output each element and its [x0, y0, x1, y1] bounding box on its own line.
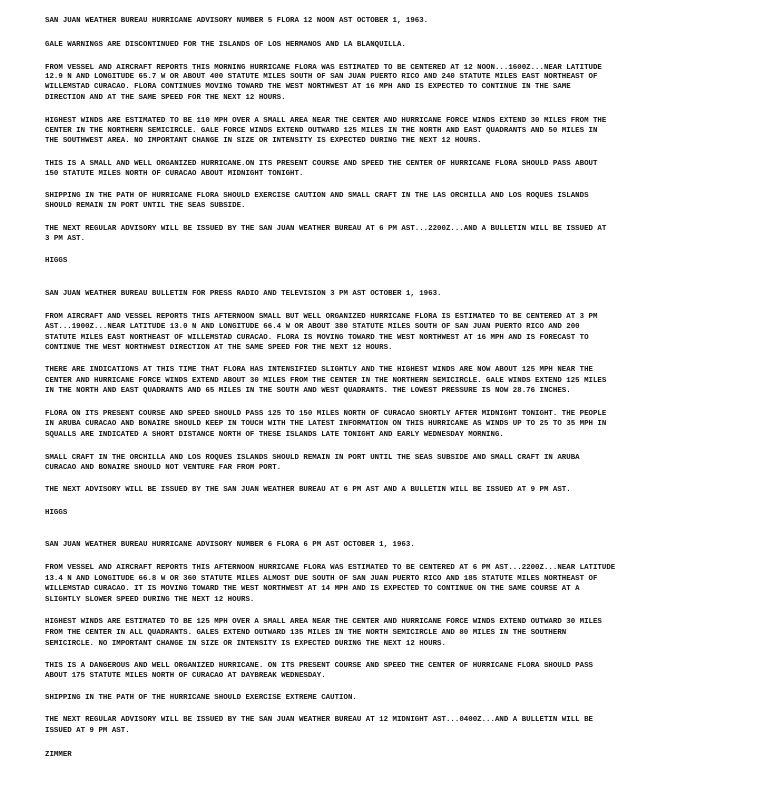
advisory-5-shipping-line: SHIPPING IN THE PATH OF HURRICANE FLORA SHOULD EXERCISE CAUTION AND SMALL CRAFT IN THE LAS ORCHILLA AND LOS ROQUES ISLANDS — [45, 192, 589, 200]
advisory-6-position-line: 13.4 N AND LONGITUDE 66.8 W OR 360 STATUTE MILES ALMOST DUE SOUTH OF SAN JUAN PUERTO RICO AND 185 STATUTE MILES NORTHEAST OF — [45, 575, 598, 583]
advisory-5-course-line: 150 STATUTE MILES NORTH OF CURACAO ABOUT MIDNIGHT TONIGHT. — [45, 170, 304, 178]
advisory-5-course-line: THIS IS A SMALL AND WELL ORGANIZED HURRICANE.ON ITS PRESENT COURSE AND SPEED THE CENTER OF HURRICANE FLORA SHOULD PASS ABOUT — [45, 160, 598, 168]
bulletin-small-craft-line: CURACAO AND BONAIRE SHOULD NOT VENTURE FAR FROM PORT. — [45, 464, 282, 472]
advisory-5-signature: HIGGS — [45, 257, 68, 265]
bulletin-course-line: IN ARUBA CURACAO AND BONAIRE SHOULD KEEP IN TOUCH WITH THE LATEST INFORMATION ON THIS HURRICANE AS WINDS UP TO 25 TO 35 MPH IN — [45, 420, 607, 428]
advisory-5-winds-line: CENTER IN THE NORTHERN SEMICIRCLE. GALE FORCE WINDS EXTEND OUTWARD 125 MILES IN THE NORTH AND EAST QUADRANTS AND 50 MILES IN — [45, 127, 598, 135]
advisory-6-position-line: FROM VESSEL AND AIRCRAFT REPORTS THIS AFTERNOON HURRICANE FLORA WAS ESTIMATED TO BE CENTERED AT 6 PM AST...2200Z...NEAR LATITUDE — [45, 564, 616, 572]
advisory-6-winds-line: FROM THE CENTER IN ALL QUADRANTS. GALES EXTEND OUTWARD 135 MILES IN THE NORTH SEMICIRCLE AND 80 MILES IN THE SOUTHERN — [45, 629, 567, 637]
advisory-5-shipping-line: SHOULD REMAIN IN PORT UNTIL THE SEAS SUBSIDE. — [45, 202, 246, 210]
bulletin-header: SAN JUAN WEATHER BUREAU BULLETIN FOR PRESS RADIO AND TELEVISION 3 PM AST OCTOBER 1, 1963. — [45, 290, 442, 298]
advisory-6-position-line: WILLEMSTAD CURACAO. IT IS MOVING TOWARD THE WEST NORTHWEST AT 14 MPH AND IS EXPECTED TO CONTINUE ON THE SAME COURSE AT A — [45, 585, 580, 593]
bulletin-course-line: FLORA ON ITS PRESENT COURSE AND SPEED SHOULD PASS 125 TO 150 MILES NORTH OF CURACAO SHORTLY AFTER MIDNIGHT TONIGHT. THE PEOPLE — [45, 410, 607, 418]
bulletin-position-line: AST...1900Z...NEAR LATITUDE 13.0 N AND LONGITUDE 66.4 W OR ABOUT 380 STATUTE MILES SOUTH OF SAN JUAN PUERTO RICO AND 200 — [45, 323, 580, 331]
advisory-6-winds-line: HIGHEST WINDS ARE ESTIMATED TO BE 125 MPH OVER A SMALL AREA NEAR THE CENTER AND HURRICANE FORCE WINDS EXTEND OUTWARD 30 MILES — [45, 618, 602, 626]
bulletin-position-line: FROM AIRCRAFT AND VESSEL REPORTS THIS AFTERNOON SMALL BUT WELL ORGANIZED HURRICANE FLORA IS ESTIMATED TO BE CENTERED AT 3 PM — [45, 313, 598, 321]
advisory-5-position-line: DIRECTION AND AT THE SAME SPEED FOR THE NEXT 12 HOURS. — [45, 94, 286, 102]
advisory-5-winds-line: HIGHEST WINDS ARE ESTIMATED TO BE 110 MPH OVER A SMALL AREA NEAR THE CENTER AND HURRICANE FORCE WINDS EXTEND 30 MILES FROM THE — [45, 117, 607, 125]
advisory-6-course-line: ABOUT 175 STATUTE MILES NORTH OF CURACAO AT DAYBREAK WEDNESDAY. — [45, 672, 326, 680]
advisory-5-gale-warnings: GALE WARNINGS ARE DISCONTINUED FOR THE ISLANDS OF LOS HERMANOS AND LA BLANQUILLA. — [45, 41, 406, 49]
advisory-5-next-advisory-line: 3 PM AST. — [45, 235, 86, 243]
bulletin-winds-line: THERE ARE INDICATIONS AT THIS TIME THAT FLORA HAS INTENSIFIED SLIGHTLY AND THE HIGHEST WINDS ARE NOW ABOUT 125 MPH NEAR THE — [45, 366, 593, 374]
advisory-6-winds-line: SEMICIRCLE. NO IMPORTANT CHANGE IN SIZE OR INTENSITY IS EXPECTED DURING THE NEXT 12 HOURS. — [45, 640, 446, 648]
advisory-5-position-line: 12.9 N AND LONGITUDE 65.7 W OR ABOUT 400 STATUTE MILES SOUTH OF SAN JUAN PUERTO RICO AND 240 STATUTE MILES EAST NORTHEAST OF — [45, 73, 598, 81]
bulletin-signature: HIGGS — [45, 509, 68, 517]
bulletin-small-craft-line: SMALL CRAFT IN THE ORCHILLA AND LOS ROQUES ISLANDS SHOULD REMAIN IN PORT UNTIL THE SEAS SUBSIDE AND SMALL CRAFT IN ARUBA — [45, 454, 580, 462]
advisory-6-header: SAN JUAN WEATHER BUREAU HURRICANE ADVISORY NUMBER 6 FLORA 6 PM AST OCTOBER 1, 1963. — [45, 541, 415, 549]
advisory-5-header: SAN JUAN WEATHER BUREAU HURRICANE ADVISORY NUMBER 5 FLORA 12 NOON AST OCTOBER 1, 1963. — [45, 17, 429, 25]
advisory-6-next-advisory-line: ISSUED AT 9 PM AST. — [45, 727, 130, 735]
bulletin-position-line: CONTINUE THE WEST NORTHWEST DIRECTION AT THE SAME SPEED FOR THE NEXT 12 HOURS. — [45, 344, 393, 352]
advisory-6-course-line: THIS IS A DANGEROUS AND WELL ORGANIZED HURRICANE. ON ITS PRESENT COURSE AND SPEED THE CENTER OF HURRICANE FLORA SHOULD PASS — [45, 662, 593, 670]
advisory-6-shipping-line: SHIPPING IN THE PATH OF THE HURRICANE SHOULD EXERCISE EXTREME CAUTION. — [45, 694, 357, 702]
advisory-5-winds-line: THE SOUTHWEST AREA. NO IMPORTANT CHANGE IN SIZE OR INTENSITY IS EXPECTED DURING THE NEXT 12 HOURS. — [45, 137, 482, 145]
bulletin-course-line: SQUALLS ARE INDICATED A SHORT DISTANCE NORTH OF THESE ISLANDS LATE TONIGHT AND EARLY WEDNESDAY MORNING. — [45, 431, 504, 439]
bulletin-winds-line: IN THE NORTH AND EAST QUADRANTS AND 65 MILES IN THE SOUTH AND WEST QUADRANTS. THE LOWEST PRESSURE IS NOW 28.76 INCHES. — [45, 387, 571, 395]
bulletin-winds-line: CENTER AND HURRICANE FORCE WINDS EXTEND ABOUT 30 MILES FROM THE CENTER IN THE NORTHERN SEMICIRCLE. GALE WINDS EXTEND 125 MILES — [45, 377, 607, 385]
advisory-6-next-advisory-line: THE NEXT REGULAR ADVISORY WILL BE ISSUED BY THE SAN JUAN WEATHER BUREAU AT 12 MIDNIGHT AST...0400Z...AND A BULLETIN WILL BE — [45, 716, 593, 724]
advisory-5-position-line: WILLEMSTAD CURACAO. FLORA CONTINUES MOVING TOWARD THE WEST NORTHWEST AT 16 MPH AND IS EXPECTED TO CONTINUE IN THE SAME — [45, 83, 571, 91]
advisory-6-signature: ZIMMER — [45, 751, 72, 759]
bulletin-position-line: STATUTE MILES EAST NORTHEAST OF WILLEMSTAD CURACAO. FLORA IS MOVING TOWARD THE WEST NORTHWEST AT 16 MPH AND IS FORECAST TO — [45, 334, 589, 342]
advisory-5-next-advisory-line: THE NEXT REGULAR ADVISORY WILL BE ISSUED BY THE SAN JUAN WEATHER BUREAU AT 6 PM AST...2200Z...AND A BULLETIN WILL BE ISSUED AT — [45, 225, 607, 233]
advisory-5-position-line: FROM VESSEL AND AIRCRAFT REPORTS THIS MORNING HURRICANE FLORA WAS ESTIMATED TO BE CENTERED AT 12 NOON...1600Z...NEAR LATITUDE — [45, 64, 602, 72]
advisory-6-position-line: SLIGHTLY SLOWER SPEED DURING THE NEXT 12 HOURS. — [45, 596, 255, 604]
bulletin-next-advisory-line: THE NEXT ADVISORY WILL BE ISSUED BY THE SAN JUAN WEATHER BUREAU AT 6 PM AST AND A BULLETIN WILL BE ISSUED AT 9 PM AST. — [45, 486, 571, 494]
